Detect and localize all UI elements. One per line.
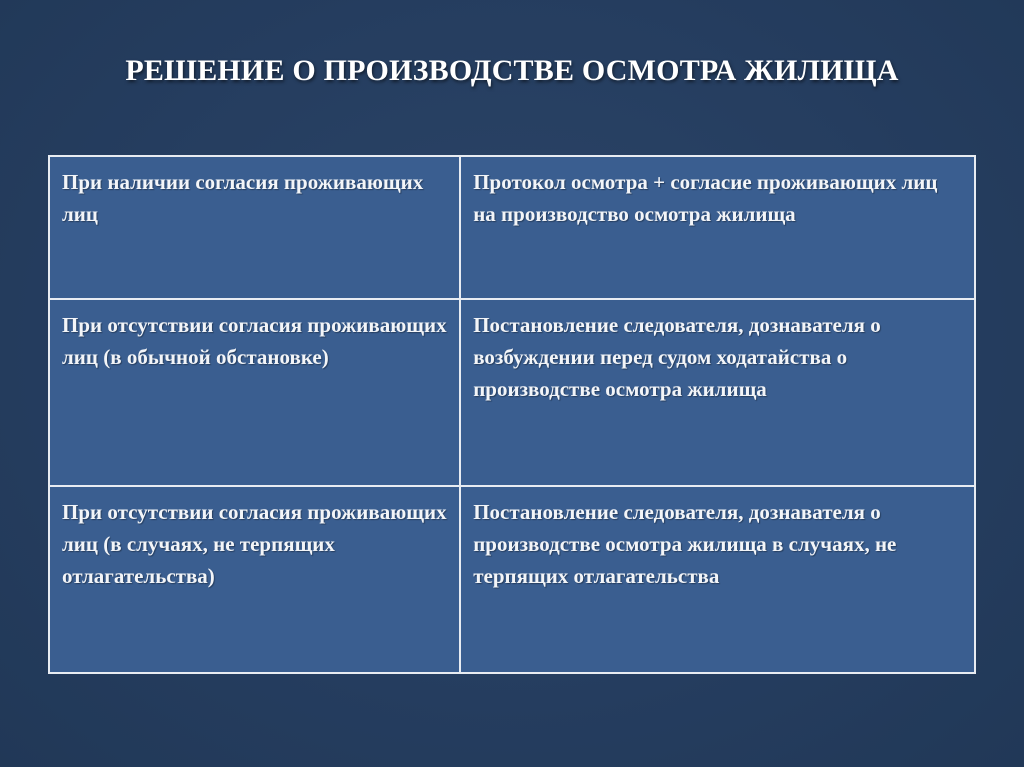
table-row (49, 486, 975, 673)
condition-cell: При отсутствии согласия проживающих лиц (в обычной обстановке) (49, 299, 460, 486)
slide-title: РЕШЕНИЕ О ПРОИЗВОДСТВЕ ОСМОТРА ЖИЛИЩА (125, 54, 899, 87)
condition-cell: При наличии согласия проживающих лиц (49, 156, 460, 299)
document-cell: Протокол осмотра + согласие проживающих лиц на производство осмотра жилища (460, 156, 975, 299)
decision-table (48, 155, 976, 674)
document-cell: Постановление следователя, дознавателя о производстве осмотра жилища в случаях, не терпящих отлагательства (460, 486, 975, 673)
condition-cell: При отсутствии согласия проживающих лиц (в случаях, не терпящих отлагательства) (49, 486, 460, 673)
table-row (49, 156, 975, 299)
table-row (49, 299, 975, 486)
document-cell: Постановление следователя, дознавателя о возбуждении перед судом ходатайства о производстве осмотра жилища (460, 299, 975, 486)
